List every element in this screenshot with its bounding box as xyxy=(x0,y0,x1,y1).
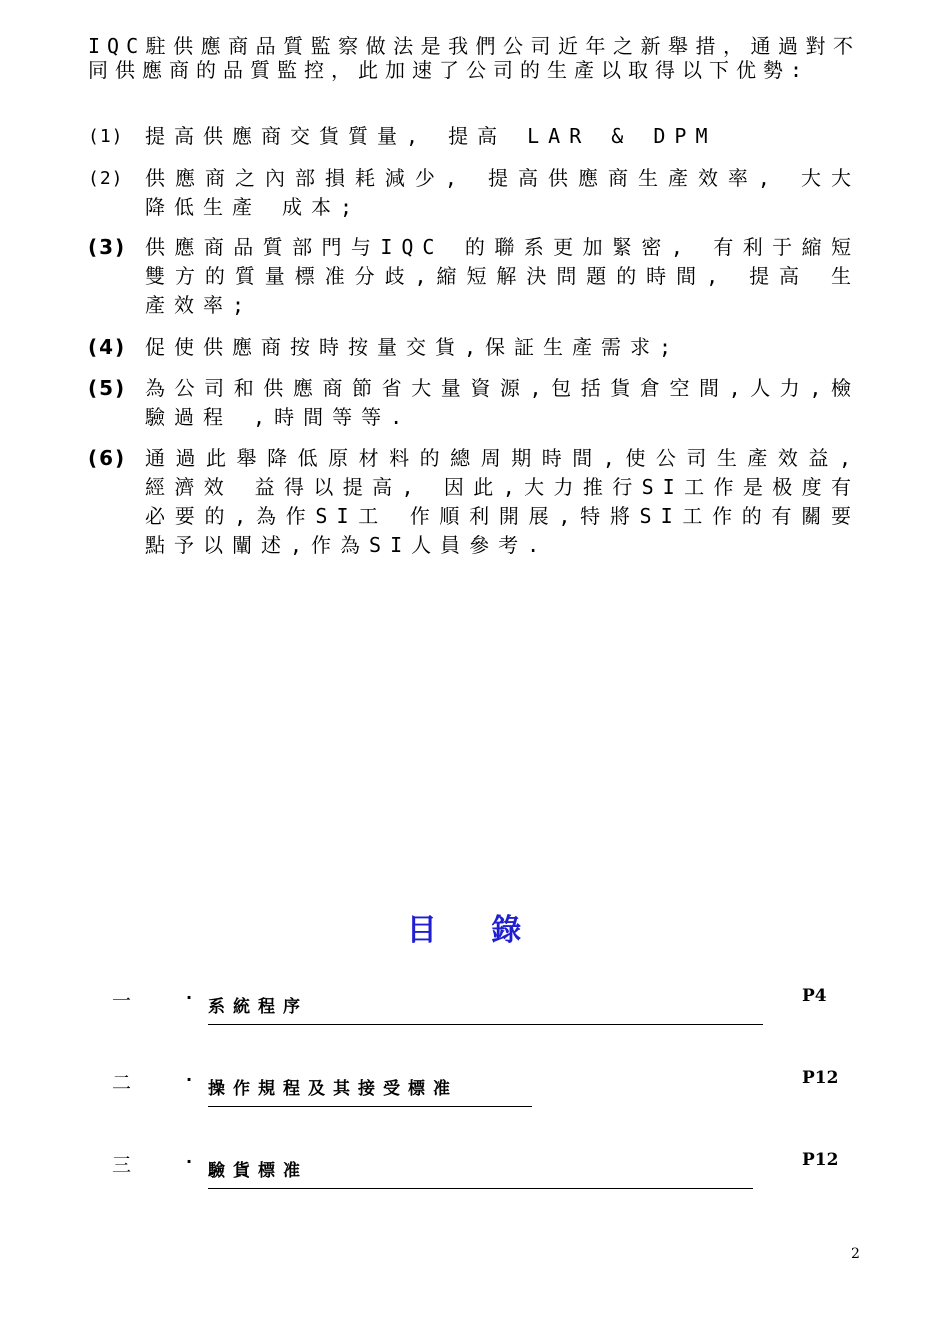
list-item-6 xyxy=(88,444,860,560)
list-item-number: (5) xyxy=(88,376,127,400)
toc-entry-bullet: · xyxy=(186,1070,193,1089)
list-item-5 xyxy=(88,374,860,432)
list-item-2 xyxy=(88,164,860,222)
toc-entry-label: 操作規程及其接受標准 xyxy=(208,1079,458,1099)
toc-entry-bullet: · xyxy=(186,988,193,1007)
toc-entry-page: P12 xyxy=(802,1150,839,1170)
list-item-text: 供應商品質部門与IQC 的聯系更加緊密, 有利于縮短雙方的質量標准分歧,縮短解決問題的時間, 提高 生產效率; xyxy=(145,235,860,317)
toc-leader-line xyxy=(208,1188,753,1189)
toc-entry-number: 一 xyxy=(112,990,132,1012)
list-item-4 xyxy=(88,333,860,362)
list-item-text: 通過此舉降低原材料的總周期時間,使公司生產效益, 經濟效 益得以提高, 因此,大力推行SI工作是极度有必要的,為作SI工 作順利開展,特將SI工作的有關要點予以闡述,作為SI人員參考. xyxy=(145,446,860,557)
list-item-text: 提高供應商交貨質量, 提高 LAR & DPM xyxy=(145,124,717,148)
list-item-3 xyxy=(88,233,860,320)
toc-title: 目 錄 xyxy=(406,913,544,948)
list-item-number: (6) xyxy=(88,446,127,470)
list-item-text: 促使供應商按時按量交貨,保証生產需求; xyxy=(145,335,681,359)
list-item-text: 為公司和供應商節省大量資源,包括貨倉空間,人力,檢驗過程 ,時間等等. xyxy=(145,376,860,429)
page-number: 2 xyxy=(851,1246,860,1262)
toc-entry-1[interactable] xyxy=(112,986,852,1046)
list-item-text: 供應商之內部損耗減少, 提高供應商生產效率, 大大 降低生產 成本; xyxy=(145,166,860,219)
intro-paragraph: IQC駐供應商品質監察做法是我們公司近年之新舉措，通過對不 同供應商的品質監控，此加速了公司的生產以取得以下优勢: xyxy=(88,34,860,82)
toc-entry-bullet: · xyxy=(186,1152,193,1171)
list-item-1 xyxy=(88,122,860,151)
list-item-number: (2) xyxy=(88,168,124,189)
toc-leader-line xyxy=(208,1024,763,1025)
toc-entry-label: 驗貨標准 xyxy=(208,1161,308,1181)
toc-leader-line xyxy=(208,1106,532,1107)
toc-entry-number: 二 xyxy=(112,1072,132,1094)
toc-entry-3[interactable] xyxy=(112,1150,852,1210)
toc-entry-2[interactable] xyxy=(112,1068,852,1128)
toc-entry-page: P4 xyxy=(802,986,827,1006)
toc-entry-number: 三 xyxy=(112,1154,132,1176)
list-item-number: (3) xyxy=(88,235,127,259)
list-item-number: (1) xyxy=(88,126,124,147)
toc-entry-label: 系統程序 xyxy=(208,997,308,1017)
list-item-number: (4) xyxy=(88,335,127,359)
toc-entry-page: P12 xyxy=(802,1068,839,1088)
